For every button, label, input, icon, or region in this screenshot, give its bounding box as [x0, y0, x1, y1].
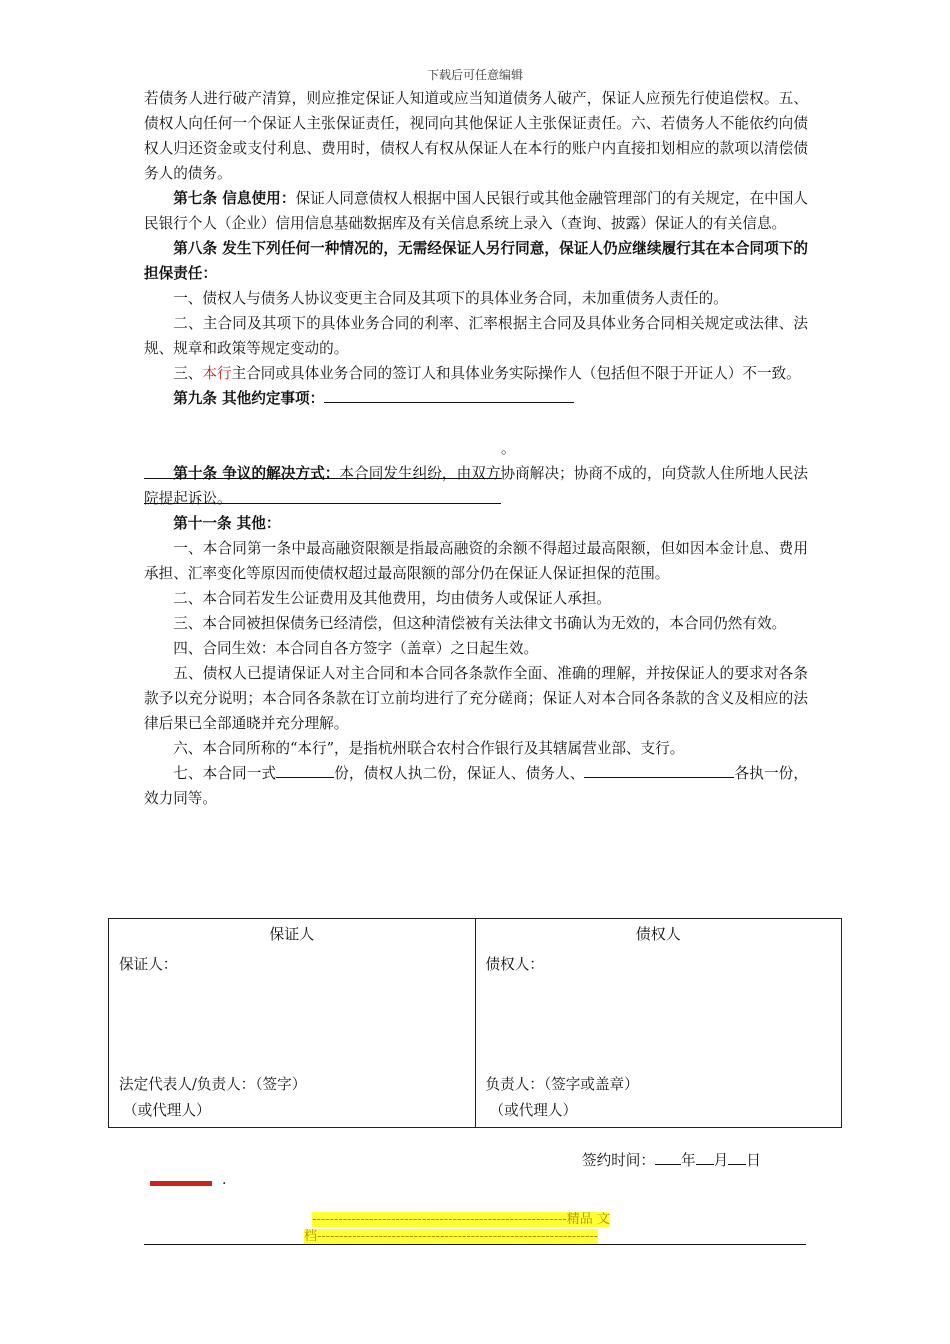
- article-11-item-7: [144, 761, 808, 811]
- creditor-cell: [475, 919, 842, 1128]
- signing-date-label: 签约时间：: [582, 1152, 655, 1169]
- footer-line-2: 档----------------------------------------------------------------: [304, 1229, 599, 1244]
- article-9-title: 第九条 其他约定事项：: [173, 390, 325, 407]
- month-blank[interactable]: [696, 1148, 714, 1165]
- article-11-item-5: 五、债权人已提请保证人对主合同和本合同各条款作全面、准确的理解，并按保证人的要求对各条款予以充分说明；本合同各条款在订立前均进行了充分磋商；保证人对本合同各条款的含义及相应的法律后果已全部通晓并充分理解。: [144, 665, 808, 732]
- year-blank[interactable]: [655, 1148, 681, 1165]
- article-8-item-3: [144, 361, 808, 386]
- article-11-item-6: 六、本合同所称的“本行”，是指杭州联合农村合作银行及其辖属营业部、支行。: [173, 740, 685, 757]
- article-8-item-2: 二、主合同及其项下的具体业务合同的利率、汇率根据主合同及具体业务合同相关规定或法律、法规、规章和政策等规定变动的。: [144, 315, 808, 357]
- article-11-title: 第十一条 其他：: [173, 515, 281, 532]
- article-8-title: 第八条 发生下列任何一种情况的，无需经保证人另行同意，保证人仍应继续履行其在本合同项下的担保责任：: [144, 240, 808, 282]
- article-11-item-7-b: 份，债权人执二份，保证人、债务人、: [334, 765, 585, 782]
- article-11-item-2: 二、本合同若发生公证费用及其他费用，均由债务人或保证人承担。: [173, 590, 612, 607]
- article-9-line-3: [144, 436, 808, 461]
- day-blank[interactable]: [728, 1148, 746, 1165]
- article-8-item-3-prefix: 三、: [173, 365, 203, 382]
- article-9-line-2: [144, 411, 808, 436]
- blank-line-2[interactable]: [144, 478, 502, 479]
- guarantor-rep-label: 法定代表人/负责人：（签字）: [119, 1076, 307, 1093]
- year-label: 年: [680, 1152, 696, 1169]
- creditor-name-label: 债权人：: [485, 956, 544, 973]
- article-11-item-7-a: 七、本合同一式: [173, 765, 277, 782]
- article-11-item-4: 四、合同生效：本合同自各方签字（盖章）之日起生效。: [173, 640, 539, 657]
- blank-line-3[interactable]: [144, 503, 501, 504]
- guarantor-agent-label: （或代理人）: [123, 1102, 211, 1119]
- article-11-item-3: 三、本合同被担保债务已经清偿，但这种清偿被有关法律文书确认为无效的，本合同仍然有效。: [173, 615, 787, 632]
- article-11-item-7-c: 各执一份，效力同等。: [144, 765, 808, 807]
- signature-table: [108, 918, 842, 1128]
- article-9-end-mark: 。: [501, 440, 516, 457]
- highlight-bank-text: 本行: [202, 365, 232, 382]
- article-11-item-1: 一、本合同第一条中最高融资限额是指最高融资的余额不得超过最高限额，但如因本金计息、费用承担、汇率变化等原因而使债权超过最高限额的部分仍在保证人保证担保的范围。: [144, 540, 808, 582]
- article-9: [144, 386, 808, 411]
- article-7: [144, 186, 808, 236]
- copies-blank[interactable]: [276, 761, 334, 778]
- guarantor-cell: [109, 919, 476, 1128]
- article-7-text: 保证人同意债权人根据中国人民银行或其他金融管理部门的有关规定，在中国人民银行个人（企业）信用信息基础数据库及有关信息系统上录入（查询、披露）保证人的有关信息。: [144, 190, 808, 232]
- creditor-rep-label: 负责人：（签字或盖章）: [485, 1076, 639, 1093]
- article-9-blank[interactable]: [324, 386, 574, 403]
- bottom-rule: [144, 1244, 806, 1245]
- article-10-text: 本合同发生纠纷，由双方协商解决；协商不成的，向贷款人住所地人民法院提起诉讼。: [144, 465, 808, 507]
- article-10-title: 第十条 争议的解决方式：: [173, 465, 340, 482]
- creditor-agent-label: （或代理人）: [489, 1102, 578, 1119]
- contract-body: [144, 86, 808, 811]
- article-7-title: 第七条 信息使用：: [173, 190, 296, 207]
- footer-line-1: ----------------------------------------------------------精品 文: [312, 1212, 610, 1227]
- paragraph-continuation: 若债务人进行破产清算，则应推定保证人知道或应当知道债务人破产，保证人应预先行使追偿权。五、债权人向任何一个保证人主张保证责任，视同向其他保证人主张保证责任。六、若债务人不能依约向债权人归还资金或支付利息、费用时，债权人有权从保证人在本行的账户内直接扣划相应的款项以清偿债务人的债务。: [144, 90, 808, 182]
- article-8-item-1: 一、债权人与债务人协议变更主合同及其项下的具体业务合同，未加重债务人责任的。: [173, 290, 728, 307]
- red-decoration-bar: [150, 1181, 212, 1186]
- article-8-item-3-text: 主合同或具体业务合同的签订人和具体业务实际操作人（包括但不限于开证人）不一致。: [231, 365, 801, 382]
- footer-watermark: [304, 1211, 610, 1245]
- page-header: 下载后可任意编辑: [426, 68, 523, 82]
- guarantor-name-label: 保证人：: [119, 956, 178, 973]
- day-label: 日: [746, 1152, 761, 1169]
- guarantor-heading: 保证人: [269, 925, 315, 943]
- trailing-dot: .: [222, 1172, 227, 1188]
- parties-blank[interactable]: [584, 761, 734, 778]
- signing-date: [582, 1148, 761, 1170]
- creditor-heading: 债权人: [635, 925, 681, 943]
- month-label: 月: [713, 1152, 729, 1169]
